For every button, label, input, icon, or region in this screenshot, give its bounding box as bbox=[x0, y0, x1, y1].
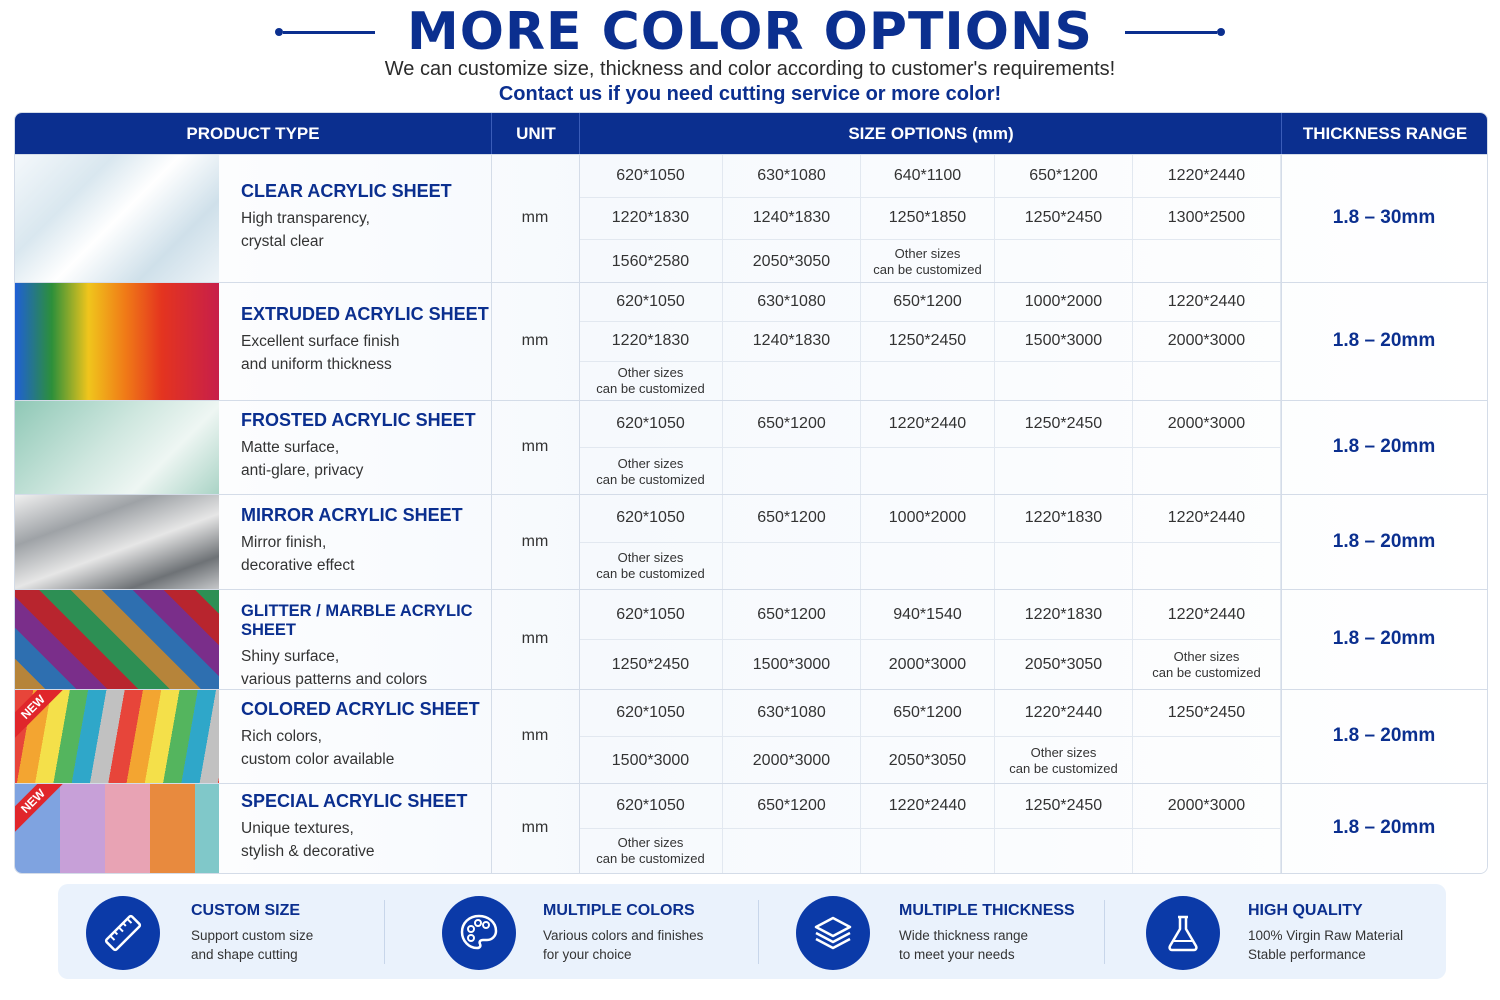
page-title: MORE COLOR OPTIONS bbox=[407, 2, 1093, 62]
product-unit: mm bbox=[521, 818, 549, 836]
layers-icon bbox=[796, 896, 870, 970]
size-option: 620*1050 bbox=[579, 495, 723, 543]
title-decoration-right bbox=[1125, 28, 1225, 36]
column-divider bbox=[1281, 495, 1282, 590]
product-info bbox=[241, 602, 501, 691]
size-option: 620*1050 bbox=[579, 590, 723, 640]
size-custom-note: Other sizes can be customized bbox=[1133, 640, 1281, 690]
size-option: 1500*3000 bbox=[995, 322, 1133, 361]
feature-description: Wide thickness range to meet your needs bbox=[899, 928, 1029, 962]
size-option: 1250*2450 bbox=[995, 401, 1133, 448]
product-image bbox=[15, 690, 219, 784]
size-option: 620*1050 bbox=[579, 784, 723, 829]
size-empty bbox=[861, 829, 995, 874]
product-info bbox=[241, 699, 501, 771]
column-divider bbox=[1281, 401, 1282, 495]
column-divider bbox=[579, 690, 580, 784]
product-row bbox=[15, 689, 1487, 784]
ruler-icon bbox=[86, 896, 160, 970]
size-option: 1220*1830 bbox=[995, 495, 1133, 543]
feature-description: Various colors and finishes for your choice bbox=[543, 928, 704, 962]
product-name: FROSTED ACRYLIC SHEET bbox=[241, 410, 476, 430]
size-option: 620*1050 bbox=[579, 690, 723, 737]
size-empty bbox=[1133, 737, 1281, 784]
size-option: 1220*2440 bbox=[1133, 495, 1281, 543]
product-image bbox=[15, 784, 219, 873]
size-option: 2000*3000 bbox=[723, 737, 861, 784]
thickness-range: 1.8 – 20mm bbox=[1332, 436, 1436, 457]
size-empty bbox=[1133, 362, 1281, 401]
thickness-range: 1.8 – 30mm bbox=[1332, 207, 1436, 228]
product-info bbox=[241, 791, 501, 863]
size-empty bbox=[995, 448, 1133, 495]
product-info bbox=[241, 304, 501, 376]
column-divider bbox=[491, 690, 492, 784]
size-option: 1000*2000 bbox=[995, 283, 1133, 322]
size-option: 1500*3000 bbox=[579, 737, 723, 784]
size-empty bbox=[995, 362, 1133, 401]
size-option: 650*1200 bbox=[723, 495, 861, 543]
size-option: 1250*2450 bbox=[1133, 690, 1281, 737]
feature-multiple-thickness bbox=[796, 884, 1106, 979]
size-option: 630*1080 bbox=[723, 690, 861, 737]
product-name: GLITTER / MARBLE ACRYLIC SHEET bbox=[241, 602, 473, 639]
size-option: 1220*1830 bbox=[995, 590, 1133, 640]
size-empty bbox=[995, 240, 1133, 283]
product-table bbox=[14, 112, 1488, 874]
feature-high-quality bbox=[1146, 884, 1436, 979]
size-option: 2000*3000 bbox=[1133, 322, 1281, 361]
size-custom-note: Other sizes can be customized bbox=[579, 362, 723, 401]
size-empty bbox=[723, 362, 861, 401]
feature-multiple-colors bbox=[442, 884, 752, 979]
product-row bbox=[15, 154, 1487, 283]
product-description: Mirror finish, decorative effect bbox=[241, 533, 355, 574]
flask-icon bbox=[1146, 896, 1220, 970]
size-option: 2000*3000 bbox=[861, 640, 995, 690]
product-name: SPECIAL ACRYLIC SHEET bbox=[241, 790, 468, 811]
product-unit: mm bbox=[521, 438, 549, 455]
product-unit: mm bbox=[521, 332, 549, 349]
size-empty bbox=[1133, 543, 1281, 591]
column-divider bbox=[579, 590, 580, 690]
column-divider bbox=[491, 283, 492, 401]
product-row bbox=[15, 400, 1487, 495]
product-image bbox=[15, 401, 219, 495]
column-divider bbox=[1281, 590, 1282, 690]
size-option: 1250*1850 bbox=[861, 198, 995, 241]
feature-custom-size bbox=[86, 884, 386, 979]
page-header bbox=[0, 0, 1500, 112]
size-empty bbox=[861, 362, 995, 401]
product-info bbox=[241, 410, 501, 482]
size-custom-note: Other sizes can be customized bbox=[579, 448, 723, 495]
column-header-product-type: PRODUCT TYPE bbox=[15, 113, 491, 154]
size-option: 650*1200 bbox=[723, 590, 861, 640]
product-info bbox=[241, 505, 501, 577]
size-option: 1240*1830 bbox=[723, 198, 861, 241]
size-option: 630*1080 bbox=[723, 155, 861, 198]
product-row bbox=[15, 783, 1487, 873]
size-option: 1250*2450 bbox=[995, 198, 1133, 241]
size-option: 1500*3000 bbox=[723, 640, 861, 690]
product-row bbox=[15, 494, 1487, 590]
size-option: 2050*3050 bbox=[995, 640, 1133, 690]
product-image bbox=[15, 590, 219, 690]
features-bar bbox=[58, 884, 1446, 979]
size-option: 1220*2440 bbox=[995, 690, 1133, 737]
size-option: 1560*2580 bbox=[579, 240, 723, 283]
size-option: 620*1050 bbox=[579, 283, 723, 322]
size-option: 1240*1830 bbox=[723, 322, 861, 361]
size-option: 1250*2450 bbox=[861, 322, 995, 361]
column-divider bbox=[1281, 690, 1282, 784]
size-option: 1220*2440 bbox=[1133, 590, 1281, 640]
size-empty bbox=[1133, 240, 1281, 283]
title-decoration-left bbox=[275, 28, 375, 36]
column-divider bbox=[579, 155, 580, 283]
column-divider bbox=[1281, 283, 1282, 401]
feature-description: Support custom size and shape cutting bbox=[191, 928, 314, 962]
thickness-range: 1.8 – 20mm bbox=[1332, 816, 1436, 838]
feature-divider bbox=[1104, 900, 1105, 964]
product-info bbox=[241, 181, 501, 253]
product-unit: mm bbox=[521, 630, 549, 647]
size-empty bbox=[861, 543, 995, 591]
thickness-range: 1.8 – 20mm bbox=[1332, 628, 1436, 649]
palette-icon bbox=[442, 896, 516, 970]
feature-title: CUSTOM SIZE bbox=[191, 902, 301, 919]
size-empty bbox=[995, 829, 1133, 874]
product-description: Matte surface, anti-glare, privacy bbox=[241, 439, 364, 479]
size-empty bbox=[1133, 829, 1281, 874]
feature-title: HIGH QUALITY bbox=[1248, 902, 1363, 919]
column-header-unit: UNIT bbox=[491, 113, 580, 154]
contact-callout: Contact us if you need cutting service or more color! bbox=[498, 83, 1002, 105]
column-divider bbox=[579, 283, 580, 401]
column-divider bbox=[491, 401, 492, 495]
product-description: Unique textures, stylish & decorative bbox=[241, 819, 375, 860]
column-divider bbox=[491, 495, 492, 590]
column-divider bbox=[579, 784, 580, 873]
size-option: 1220*1830 bbox=[579, 198, 723, 241]
product-description: Rich colors, custom color available bbox=[241, 728, 395, 768]
size-option: 650*1200 bbox=[723, 784, 861, 829]
product-row bbox=[15, 589, 1487, 690]
size-empty bbox=[723, 448, 861, 495]
feature-divider bbox=[758, 900, 759, 964]
size-option: 1300*2500 bbox=[1133, 198, 1281, 241]
size-option: 1220*1830 bbox=[579, 322, 723, 361]
size-option: 650*1200 bbox=[861, 690, 995, 737]
size-option: 650*1200 bbox=[861, 283, 995, 322]
product-image bbox=[15, 155, 219, 283]
size-option: 2000*3000 bbox=[1133, 401, 1281, 448]
feature-description: 100% Virgin Raw Material Stable performance bbox=[1248, 928, 1404, 962]
size-option: 620*1050 bbox=[579, 401, 723, 448]
product-description: High transparency, crystal clear bbox=[241, 210, 370, 250]
product-name: COLORED ACRYLIC SHEET bbox=[241, 699, 480, 719]
product-unit: mm bbox=[521, 532, 549, 550]
size-option: 1000*2000 bbox=[861, 495, 995, 543]
column-divider bbox=[579, 495, 580, 590]
size-option: 1250*2450 bbox=[579, 640, 723, 690]
thickness-range: 1.8 – 20mm bbox=[1332, 530, 1436, 552]
column-divider bbox=[579, 401, 580, 495]
size-option: 630*1080 bbox=[723, 283, 861, 322]
product-image bbox=[15, 283, 219, 401]
thickness-range: 1.8 – 20mm bbox=[1332, 330, 1436, 351]
size-option: 1250*2450 bbox=[995, 784, 1133, 829]
column-header-thickness-range: THICKNESS RANGE bbox=[1281, 113, 1488, 154]
product-row bbox=[15, 282, 1487, 401]
size-option: 1220*2440 bbox=[861, 401, 995, 448]
product-name: MIRROR ACRYLIC SHEET bbox=[241, 504, 463, 525]
size-option: 640*1100 bbox=[861, 155, 995, 198]
column-divider bbox=[491, 784, 492, 873]
size-empty bbox=[1133, 448, 1281, 495]
page-subtitle: We can customize size, thickness and color according to customer's requirements! bbox=[384, 58, 1116, 80]
size-option: 650*1200 bbox=[995, 155, 1133, 198]
size-option: 1220*2440 bbox=[1133, 283, 1281, 322]
product-name: EXTRUDED ACRYLIC SHEET bbox=[241, 304, 489, 324]
thickness-range: 1.8 – 20mm bbox=[1332, 725, 1436, 746]
product-description: Excellent surface finish and uniform thickness bbox=[241, 333, 400, 373]
size-custom-note: Other sizes can be customized bbox=[995, 737, 1133, 784]
size-option: 2050*3050 bbox=[861, 737, 995, 784]
size-custom-note: Other sizes can be customized bbox=[579, 829, 723, 874]
column-divider bbox=[1281, 784, 1282, 873]
product-description: Shiny surface, various patterns and colors bbox=[241, 648, 428, 688]
size-custom-note: Other sizes can be customized bbox=[861, 240, 995, 283]
column-divider bbox=[491, 155, 492, 283]
column-divider bbox=[491, 590, 492, 690]
size-empty bbox=[995, 543, 1133, 591]
column-header-size-options: SIZE OPTIONS (mm) bbox=[579, 113, 1282, 154]
size-option: 2000*3000 bbox=[1133, 784, 1281, 829]
column-divider bbox=[1281, 155, 1282, 283]
size-empty bbox=[723, 829, 861, 874]
size-option: 1220*2440 bbox=[1133, 155, 1281, 198]
feature-divider bbox=[384, 900, 385, 964]
size-option: 1220*2440 bbox=[861, 784, 995, 829]
product-unit: mm bbox=[521, 727, 549, 744]
product-image bbox=[15, 495, 219, 590]
feature-title: MULTIPLE COLORS bbox=[543, 902, 695, 919]
new-badge: NEW bbox=[15, 784, 68, 836]
feature-title: MULTIPLE THICKNESS bbox=[899, 902, 1075, 919]
size-empty bbox=[723, 543, 861, 591]
size-option: 650*1200 bbox=[723, 401, 861, 448]
size-option: 940*1540 bbox=[861, 590, 995, 640]
size-empty bbox=[861, 448, 995, 495]
new-badge: NEW bbox=[15, 690, 68, 742]
size-option: 620*1050 bbox=[579, 155, 723, 198]
product-name: CLEAR ACRYLIC SHEET bbox=[241, 181, 452, 201]
size-option: 2050*3050 bbox=[723, 240, 861, 283]
product-unit: mm bbox=[521, 209, 549, 226]
size-custom-note: Other sizes can be customized bbox=[579, 543, 723, 591]
